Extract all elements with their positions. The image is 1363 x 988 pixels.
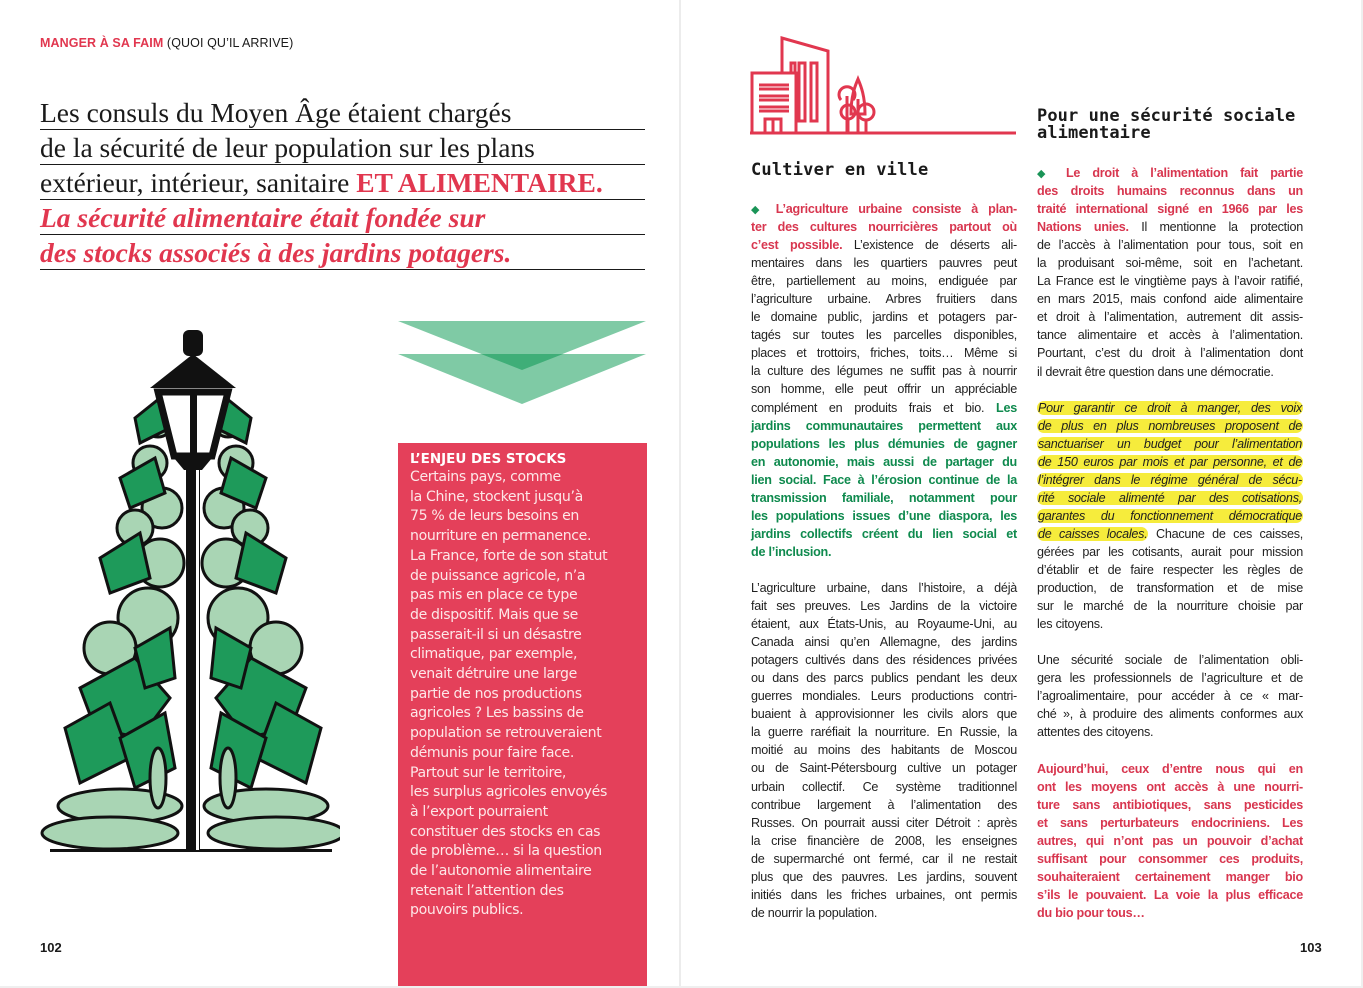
highlighted-text: de caisses locales. (1038, 526, 1148, 541)
sidebar-text (410, 468, 637, 921)
intro-line: Les consuls du Moyen Âge étaient chargés (40, 96, 645, 130)
highlighted-text: garantes du fonctionnement démocratique (1038, 508, 1302, 523)
sidebar-line: retenait l’attention des (410, 882, 564, 899)
intro-line-plain: extérieur, intérieur, sanitaire (40, 167, 357, 198)
text-line: places et trottoirs, friches, toits… Même si (751, 346, 1017, 361)
running-head (40, 36, 293, 50)
sidebar-line: à l’export pourraient (410, 803, 548, 820)
running-head-accent: MANGER À SA FAIM (40, 36, 164, 50)
text-line: de supermarché ont fermé, car il ne restait (751, 851, 1017, 866)
highlighted-text: Pour garantir ce droit à manger, des voix (1038, 400, 1302, 415)
text-line: Russes. On pourrait aussi citer Détroit : après (751, 815, 1017, 830)
text-line: le domaine public, jardins et potagers par- (751, 310, 1017, 325)
text-line (1037, 218, 1303, 236)
text-line: gérées par les cotisants, aurait pour mission (1037, 544, 1303, 559)
lead-text: des droits humains reconnus dans un (1037, 184, 1303, 199)
text-line: en mars 2015, mais confond aide alimentaire (1037, 292, 1303, 307)
text-line (1037, 471, 1303, 489)
sidebar-line: de l’autonomie alimentaire (410, 863, 592, 880)
left-page (0, 0, 680, 988)
text-line (751, 200, 1017, 218)
diamond-bullet-icon: ◆ (1037, 168, 1066, 180)
vegetable-foliage-right (202, 398, 340, 849)
sidebar-line: de problème… si la question (410, 843, 602, 860)
lead-text: traité international signé en 1966 par les (1037, 202, 1303, 217)
green-text-line: populations les plus démunies de gagner (751, 436, 1017, 451)
sidebar-stocks (398, 443, 647, 986)
text-line: attentes des citoyens. (1037, 725, 1154, 740)
sidebar-line: constituer des stocks en cas (410, 823, 601, 840)
text-line: être, partiellement au moins, endiguée par (751, 274, 1017, 289)
highlighted-text: l’intégrer dans le régime général de sécu- (1038, 472, 1302, 487)
red-text-line: Aujourd’hui, ceux d’entre nous qui en (1037, 761, 1303, 776)
intro-line-italic: La sécurité alimentaire était fondée sur (40, 201, 645, 235)
green-text-line: de l’inclusion. (751, 544, 832, 559)
text-line (1037, 399, 1303, 417)
body-text: complément en produits frais et bio. (751, 400, 997, 415)
sidebar-line: de puissance agricole, n’a (410, 567, 586, 584)
column-securite-sociale (1037, 164, 1303, 922)
green-text-line: transmission familiale, notamment pour (751, 490, 1017, 505)
sidebar-line: nourriture en permanence. (410, 528, 592, 545)
page-number-right: 103 (1300, 940, 1322, 955)
text-line (1037, 507, 1303, 525)
text-line: la produisant soi-même, soit en l’achetant. (1037, 256, 1303, 271)
text-line: de nourrir la population. (751, 905, 878, 920)
text-line (1037, 182, 1303, 200)
text-line: la guerre raréfiait la nourriture. En Russie, la (751, 725, 1017, 740)
sidebar-line: partie de nos productions (410, 685, 582, 702)
text-line: initiés dans les friches urbaines, ont permis (751, 887, 1017, 902)
highlighted-text: sanctuariser un budget pour l’alimentation (1038, 436, 1302, 451)
lead-text: Nations unies. (1037, 220, 1129, 235)
text-line: production, de transformation et de mise (1037, 581, 1303, 596)
paragraph-gap (751, 561, 1017, 579)
highlighted-text: de 150 euros par mois et par personne, et de (1038, 454, 1302, 469)
green-text-line: les populations issues d’une diaspora, les (751, 508, 1017, 523)
sidebar-line: Certains pays, comme (410, 469, 561, 485)
section-title-line: alimentaire (1037, 123, 1151, 143)
sidebar-line: Partout sur le territoire, (410, 764, 567, 781)
lead-text: Le droit à l’alimentation fait partie (1065, 166, 1304, 180)
intro-line: de la sécurité de leur population sur les plans (40, 131, 645, 165)
text-line (751, 399, 1017, 417)
green-text-line: jardins communautaires permettent aux (751, 418, 1017, 433)
text-line: de l’accès à l’alimentation pour tous, soit en (1037, 238, 1303, 253)
paragraph-gap (1037, 633, 1303, 651)
lead-text: ter des cultures nourricières partout où (751, 220, 1017, 235)
column-cultiver-en-ville (751, 200, 1017, 922)
text-line: L’agriculture urbaine, dans l’histoire, a déjà (751, 580, 1017, 595)
text-line (1037, 525, 1303, 543)
text-line: tance alimentaire et accès à l’alimentation. (1037, 328, 1303, 343)
running-head-rest: (QUOI QU’IL ARRIVE) (163, 36, 294, 50)
sidebar-line: venait détruire une large (410, 666, 577, 683)
intro-line (40, 166, 645, 200)
sidebar-line: démunis pour faire face. (410, 744, 574, 761)
green-text-line: jardins collectifs créent du lien social et (751, 526, 1017, 541)
paragraph-gap (1037, 381, 1303, 399)
text-line: sur le marché de la nourriture choisie par (1037, 599, 1303, 614)
green-text-line: en autonomie, mais aussi de partager du (751, 454, 1017, 469)
highlighted-text: rité sociale alimenté par des cotisations, (1038, 490, 1302, 505)
text-line: et droit à l’alimentation, autrement dit assis- (1037, 310, 1303, 325)
red-text-line: autres, qui n’ont pas un pouvoir d’achat (1037, 833, 1303, 848)
sidebar-line: les surplus agricoles envoyés (410, 784, 607, 801)
lead-text: L’agriculture urbaine consiste à plan- (775, 202, 1017, 216)
red-text-line: du bio pour tous… (1037, 905, 1145, 920)
text-line: potagers cultivés dans des résidences privées (751, 653, 1017, 668)
city-buildings-trees-icon (748, 34, 1018, 138)
paragraph-gap (1037, 742, 1303, 760)
red-text-line: suffisant pour consommer ces produits, (1037, 851, 1303, 866)
body-text: Chacune de ces caisses, (1148, 526, 1303, 541)
text-line (1037, 200, 1303, 218)
text-line: ou dans des parcs publics pendant les deux (751, 671, 1017, 686)
text-line: la culture des légumes ne suffit pas à nourrir (751, 364, 1017, 379)
text-line: mentaires dans les quartiers pauvres peut (751, 256, 1017, 271)
text-line (751, 218, 1017, 236)
text-line: gera les professionnels de l’agriculture et de (1037, 671, 1303, 686)
double-chevron-down-icon (398, 320, 646, 406)
text-line: l’agriculture urbaine. Arbres fruitiers dans (751, 292, 1017, 307)
red-text-line: ture sans antibiotiques, sans pesticides (1037, 797, 1303, 812)
page-number-left: 102 (40, 940, 62, 955)
text-line (1037, 417, 1303, 435)
green-text: Les (996, 400, 1017, 415)
text-line: son homme, elle peut offrir un appréciable (751, 382, 1017, 397)
vegetable-foliage-left (42, 398, 184, 849)
text-line: buaient à approvisionner les civils alors que (751, 707, 1017, 722)
streetlamp-vegetables-illustration (40, 318, 340, 878)
red-text-line: s’ils le pouvaient. La voie la plus efficace (1037, 887, 1303, 902)
green-text-line: lien social. Face à l’érosion continue de la (751, 472, 1017, 487)
red-text-line: souhaiteraient certainement manger bio (1037, 869, 1303, 884)
text-line: Pourtant, c’est du droit à l’alimentation dont (1037, 346, 1303, 361)
section-title-cultiver: Cultiver en ville (751, 160, 929, 180)
sidebar-title: L’ENJEU DES STOCKS (410, 451, 567, 467)
text-line (1037, 435, 1303, 453)
text-line (1037, 164, 1303, 182)
section-title-securite (1037, 108, 1295, 142)
text-line: étaient, aux États-Unis, au Royaume-Uni, au (751, 617, 1017, 632)
text-line: l’agroalimentaire, pour accéder à ce « mar- (1037, 689, 1303, 704)
text-line: d’établir et de faire respecter les règles de (1037, 563, 1303, 578)
intro-line-caps: ET ALIMENTAIRE. (356, 167, 603, 198)
sidebar-line: La France, forte de son statut (410, 547, 608, 564)
text-line: ou de Saint-Pétersbourg cultive un potager (751, 761, 1017, 776)
sidebar-line: de dispositif. Mais que se (410, 606, 578, 623)
intro-statement (40, 96, 645, 271)
red-text-line: ont les moyens ont accès à une nourri- (1037, 779, 1303, 794)
text-line: tagés sur toutes les parcelles disponibles, (751, 328, 1017, 343)
text-line: ché », à produire des aliments conformes aux (1037, 707, 1303, 722)
lead-text: c’est possible. (751, 238, 843, 253)
text-line: la crise financière de 2008, les enseignes (751, 833, 1017, 848)
section-title-line: Pour une sécurité sociale (1037, 106, 1296, 126)
sidebar-line: agricoles ? Les bassins de (410, 705, 584, 722)
body-text: L’existence de déserts ali- (842, 238, 1017, 253)
intro-line-italic: des stocks associés à des jardins potagers. (40, 236, 645, 270)
highlighted-text: de plus en plus nombreuses proposent de (1038, 418, 1302, 433)
sidebar-line: population se retrouveraient (410, 725, 602, 742)
text-line (751, 236, 1017, 254)
text-line: La France est le vingtième pays à l’avoir ratifié, (1037, 274, 1303, 289)
text-line: Une sécurité sociale de l’alimentation obli- (1037, 653, 1303, 668)
red-text-line: et sans perturbateurs endocriniens. Les (1037, 815, 1303, 830)
text-line (1037, 489, 1303, 507)
sidebar-line: la Chine, stockent jusqu’à (410, 488, 583, 505)
sidebar-line: pouvoirs publics. (410, 902, 524, 919)
text-line: urbain collectif. Ce système traditionnel (751, 779, 1017, 794)
text-line: moitié au moins des habitants de Moscou (751, 743, 1017, 758)
text-line (1037, 453, 1303, 471)
text-line: guerres mondiales. Leurs productions contri- (751, 689, 1017, 704)
sidebar-line: 75 % de leurs besoins en (410, 508, 579, 525)
sidebar-line: climatique, par exemple, (410, 646, 578, 663)
text-line: fait ses preuves. Les Jardins de la victoire (751, 599, 1017, 614)
body-text: Il mentionne la protection (1128, 220, 1303, 235)
text-line: Canada ainsi qu’en Allemagne, des jardins (751, 635, 1017, 650)
sidebar-line: passerait-il si un désastre (410, 626, 582, 643)
text-line: contribue largement à l’alimentation des (751, 797, 1017, 812)
sidebar-line: pas mis en place ce type (410, 587, 578, 604)
text-line: les citoyens. (1037, 617, 1104, 632)
diamond-bullet-icon: ◆ (751, 204, 776, 216)
text-line: plus que des pauvres. Les jardins, souvent (751, 869, 1017, 884)
text-line: il devrait être question dans une démocratie. (1037, 364, 1274, 379)
